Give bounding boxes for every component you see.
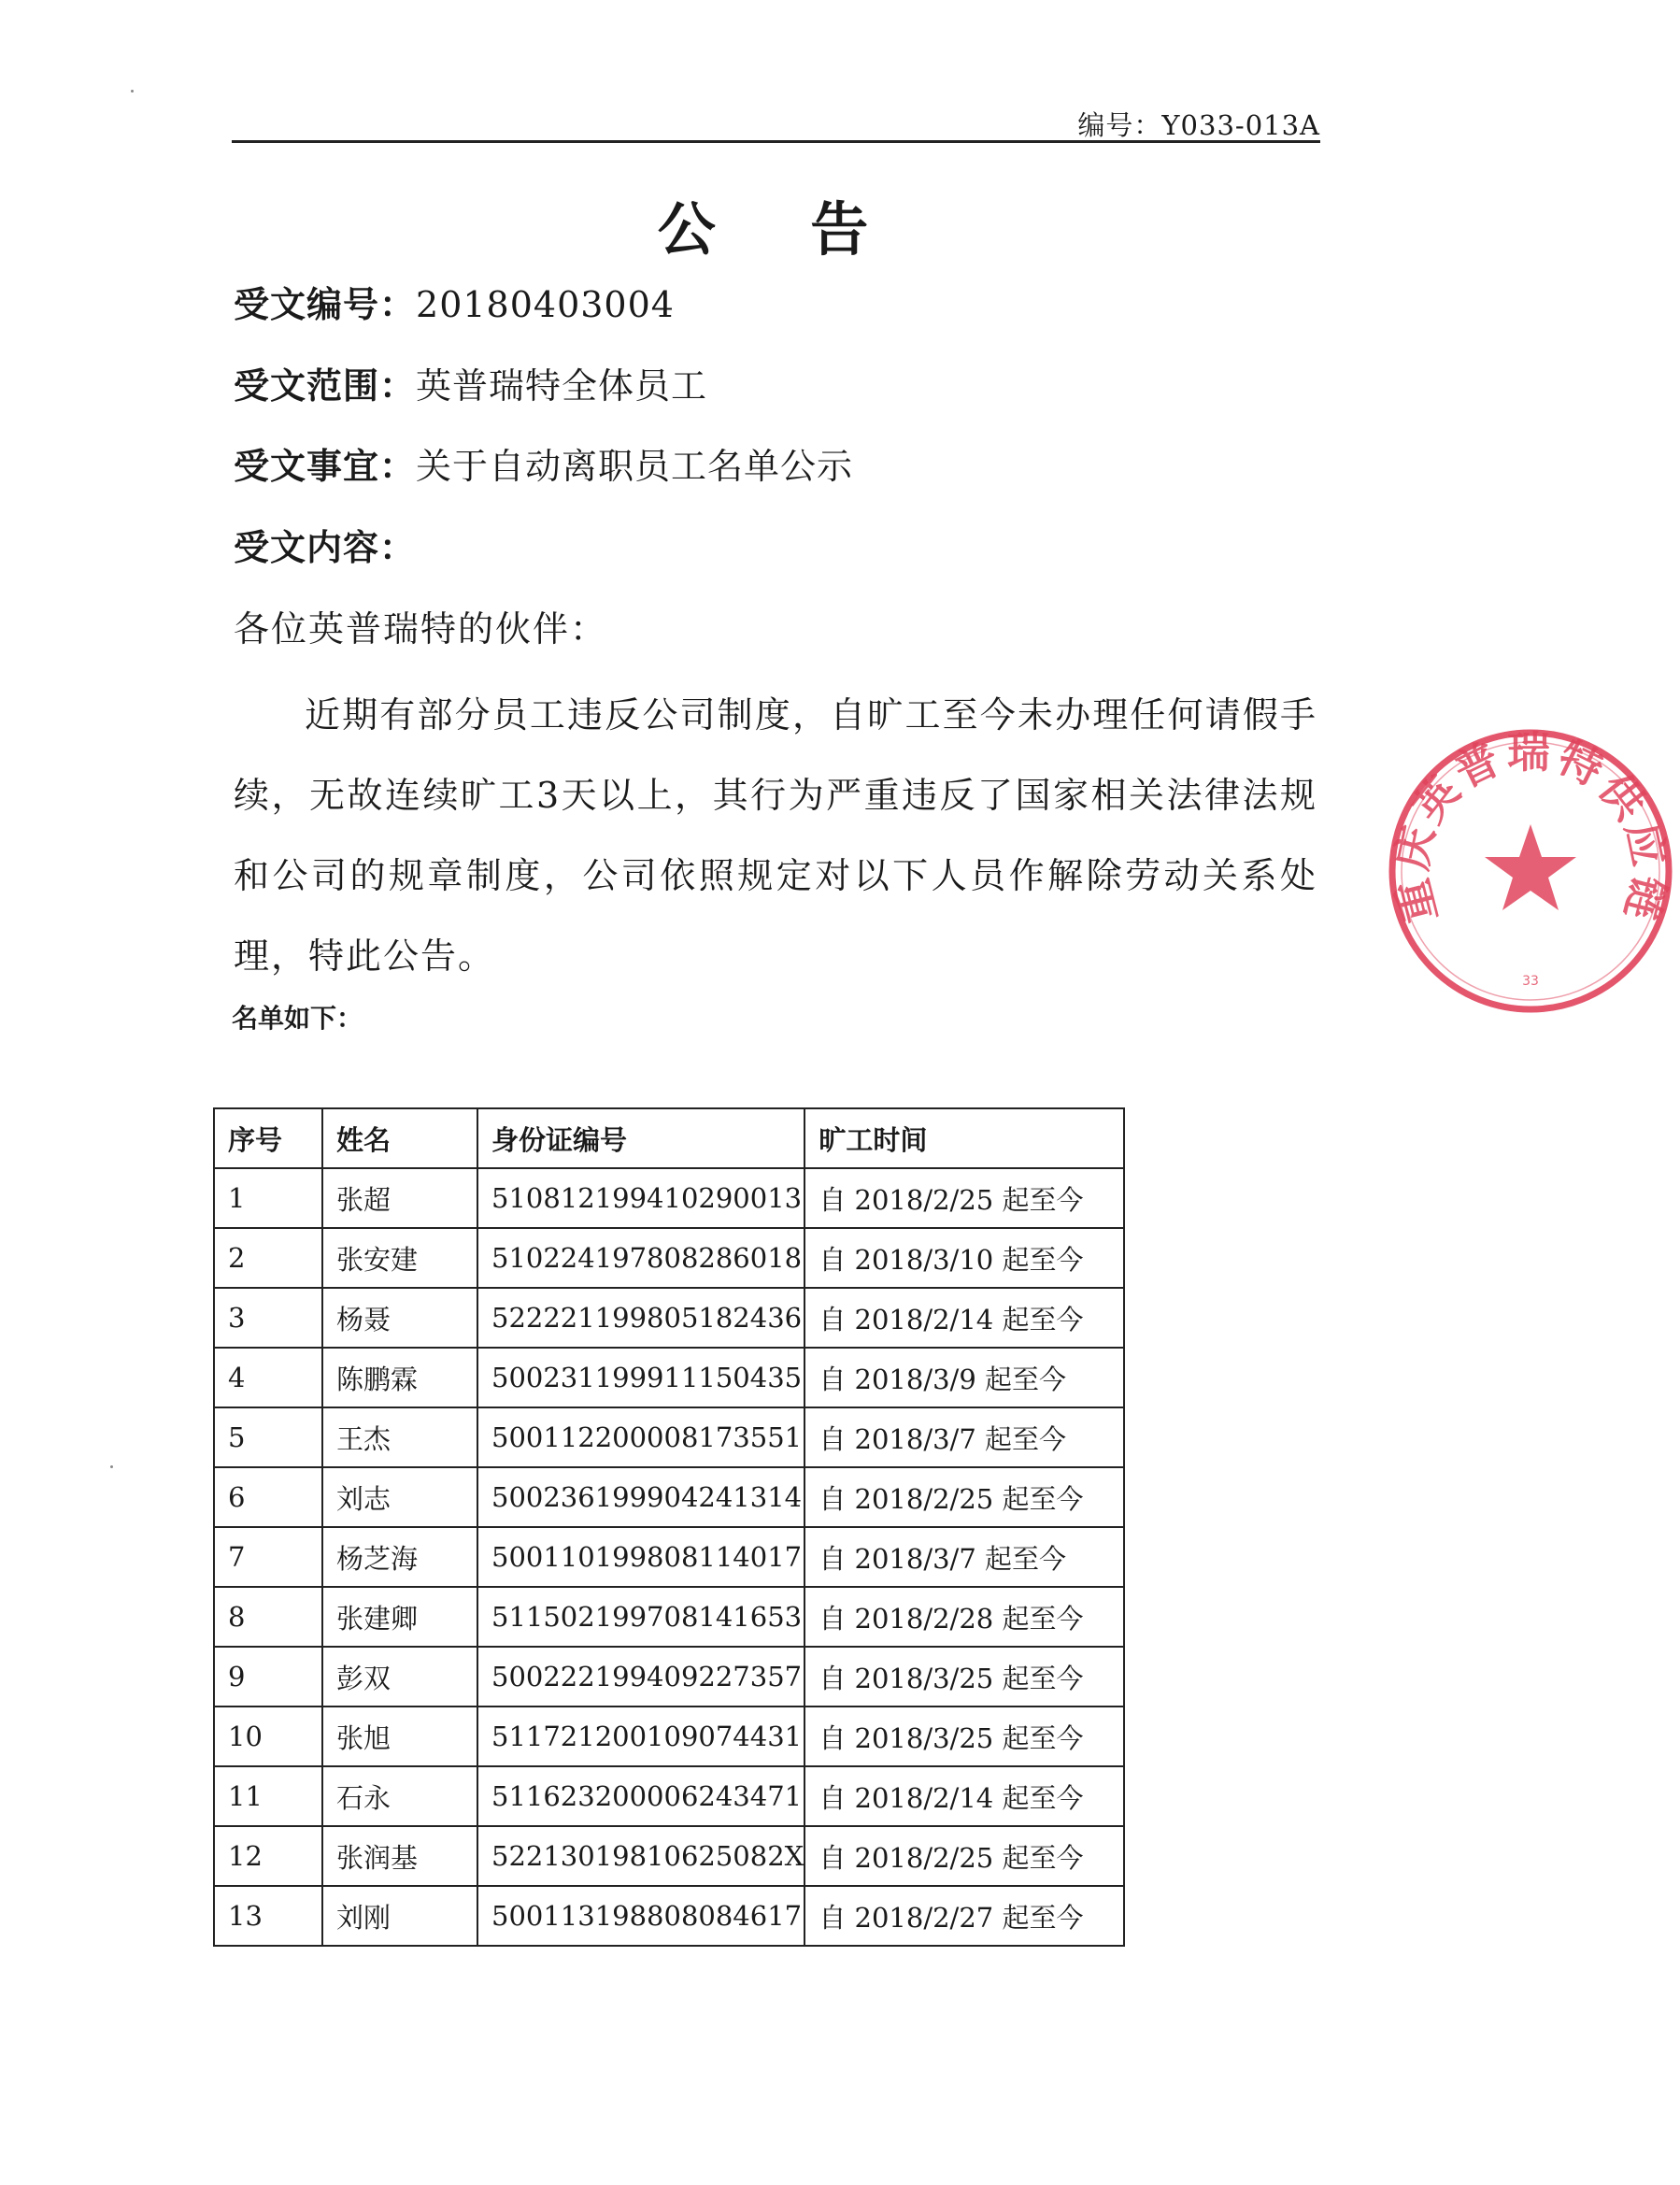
cell-number: 10 <box>214 1707 322 1766</box>
cell-id-number: 500222199409227357 <box>477 1647 804 1707</box>
cell-id-number: 522221199805182436 <box>477 1288 804 1348</box>
cell-name: 彭双 <box>322 1647 477 1707</box>
cell-id-number: 500231199911150435 <box>477 1348 804 1407</box>
table-row <box>214 1168 1124 1228</box>
dismissal-table <box>213 1107 1125 1947</box>
cell-name: 张旭 <box>322 1707 477 1766</box>
field-content <box>234 519 416 570</box>
body-paragraph: 近期有部分员工违反公司制度，自旷工至今未办理任何请假手续，无故连续旷工3天以上，其行为严重违反了国家相关法律法规和公司的规章制度，公司依照规定对以下人员作解除劳动关系处理，特此公告。 <box>234 694 1317 977</box>
cell-absence-time: 自 2018/3/7 起至今 <box>804 1527 1124 1587</box>
cell-name: 张建卿 <box>322 1587 477 1647</box>
table-row <box>214 1527 1124 1587</box>
cell-name: 张润基 <box>322 1826 477 1886</box>
header-number: 序号 <box>214 1108 322 1168</box>
cell-absence-time: 自 2018/2/28 起至今 <box>804 1587 1124 1647</box>
cell-name: 张超 <box>322 1168 477 1228</box>
field-doc-number <box>234 276 675 327</box>
matter-value: 关于自动离职员工名单公示 <box>416 446 854 487</box>
cell-number: 3 <box>214 1288 322 1348</box>
cell-absence-time: 自 2018/2/14 起至今 <box>804 1288 1124 1348</box>
header-name: 姓名 <box>322 1108 477 1168</box>
scope-value: 英普瑞特全体员工 <box>416 365 708 407</box>
cell-id-number: 52213019810625082X <box>477 1826 804 1886</box>
cell-id-number: 511721200109074431 <box>477 1707 804 1766</box>
cell-name: 王杰 <box>322 1407 477 1467</box>
cell-id-number: 510812199410290013 <box>477 1168 804 1228</box>
seal-code: 33 <box>1522 974 1539 989</box>
header-id-number: 身份证编号 <box>477 1108 804 1168</box>
table-row <box>214 1826 1124 1886</box>
header-rule <box>232 140 1320 143</box>
table-body <box>214 1168 1124 1946</box>
cell-name: 张安建 <box>322 1228 477 1288</box>
seal-star-icon <box>1485 824 1576 910</box>
table-row <box>214 1647 1124 1707</box>
cell-number: 1 <box>214 1168 322 1228</box>
cell-number: 6 <box>214 1467 322 1527</box>
cell-number: 11 <box>214 1766 322 1826</box>
doc-number-value: 20180403004 <box>416 284 675 325</box>
cell-absence-time: 自 2018/3/7 起至今 <box>804 1407 1124 1467</box>
table-row <box>214 1407 1124 1467</box>
table-row <box>214 1288 1124 1348</box>
list-intro: 名单如下： <box>232 1003 363 1034</box>
matter-label: 受文事宜： <box>234 446 417 487</box>
cell-number: 8 <box>214 1587 322 1647</box>
cell-name: 陈鹏霖 <box>322 1348 477 1407</box>
cell-absence-time: 自 2018/3/9 起至今 <box>804 1348 1124 1407</box>
cell-number: 5 <box>214 1407 322 1467</box>
scope-label: 受文范围： <box>234 365 417 407</box>
cell-absence-time: 自 2018/2/25 起至今 <box>804 1168 1124 1228</box>
cell-number: 7 <box>214 1527 322 1587</box>
cell-id-number: 500236199904241314 <box>477 1467 804 1527</box>
cell-number: 9 <box>214 1647 322 1707</box>
cell-absence-time: 自 2018/3/10 起至今 <box>804 1228 1124 1288</box>
cell-id-number: 511502199708141653 <box>477 1587 804 1647</box>
cell-id-number: 500112200008173551 <box>477 1407 804 1467</box>
cell-number: 4 <box>214 1348 322 1407</box>
cell-absence-time: 自 2018/2/27 起至今 <box>804 1886 1124 1946</box>
header-absence-time: 旷工时间 <box>804 1108 1124 1168</box>
table-row <box>214 1228 1124 1288</box>
table-row <box>214 1348 1124 1407</box>
cell-absence-time: 自 2018/2/25 起至今 <box>804 1467 1124 1527</box>
cell-name: 石永 <box>322 1766 477 1826</box>
cell-id-number: 500110199808114017 <box>477 1527 804 1587</box>
cell-absence-time: 自 2018/3/25 起至今 <box>804 1647 1124 1707</box>
cell-id-number: 510224197808286018 <box>477 1228 804 1288</box>
field-scope <box>234 357 707 408</box>
scan-dot <box>110 1465 113 1468</box>
table-row <box>214 1587 1124 1647</box>
scan-dot <box>131 90 134 93</box>
cell-number: 2 <box>214 1228 322 1288</box>
cell-name: 杨芝海 <box>322 1527 477 1587</box>
cell-name: 刘志 <box>322 1467 477 1527</box>
cell-number: 12 <box>214 1826 322 1886</box>
content-label: 受文内容： <box>234 527 417 568</box>
cell-name: 刘刚 <box>322 1886 477 1946</box>
table-row <box>214 1766 1124 1826</box>
cell-absence-time: 自 2018/2/25 起至今 <box>804 1826 1124 1886</box>
field-matter <box>234 437 853 489</box>
greeting: 各位英普瑞特的伙伴： <box>234 608 608 650</box>
seal-text: 重庆英普瑞特供应链 <box>1386 727 1675 929</box>
document-number: 编号：Y033-013A <box>1077 109 1320 141</box>
cell-name: 杨聂 <box>322 1288 477 1348</box>
doc-number-label: 受文编号： <box>234 284 417 325</box>
cell-absence-time: 自 2018/3/25 起至今 <box>804 1707 1124 1766</box>
cell-id-number: 500113198808084617 <box>477 1886 804 1946</box>
table-header-row <box>214 1108 1124 1168</box>
table-row <box>214 1467 1124 1527</box>
company-seal <box>1381 721 1680 1021</box>
cell-number: 13 <box>214 1886 322 1946</box>
page-title: 公 告 <box>657 195 906 264</box>
cell-id-number: 511623200006243471 <box>477 1766 804 1826</box>
table-row <box>214 1886 1124 1946</box>
cell-absence-time: 自 2018/2/14 起至今 <box>804 1766 1124 1826</box>
table-row <box>214 1707 1124 1766</box>
